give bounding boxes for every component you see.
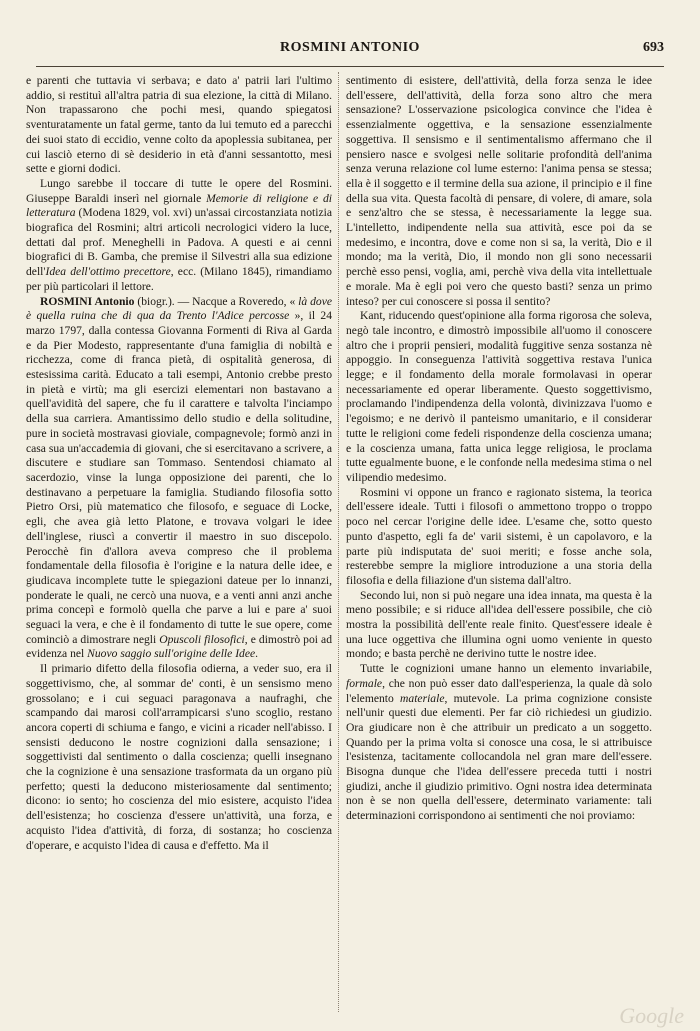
watermark-signature: Google [619, 1003, 684, 1028]
paragraph: Tutte le cognizioni umane hanno un elemento invariabile, formale, che non può esser dato dall'esperienza, la quale dà solo l'elemento materiale, mutevole. La prima cognizione consiste nell'unir questi due elementi. Per far ciò richiedesi un giudizio. Ora giudicare non è che attribuir un predicato a un soggetto. Quando per la prima volta si conosce una cosa, le si attribuisce l'esistenza, tacitamente collocandola nel gran mare dell'essere. Bisogna dunque che l'idea dell'essere preceda tutti i nostri giudizi, anche il giudizio primitivo. Ogni nostra idea determinata non è se non quella dell'essere, determinato variamente: tali determinazioni corrispondono ai sentimenti che noi proviamo: [346, 662, 653, 823]
paragraph: Il primario difetto della filosofia odierna, a veder suo, era il soggettivismo, che, al sommar de' conti, è un sensismo meno grossolano; e i cui seguaci paragonava a naufraghi, che scampando dai marosi coll'arrampicarsi s'uno scoglio, restano ancora coperti di schiuma e fango, e vicini a ricader nell'abisso. I sensisti deducono le nostre cognizioni dalla sensazione; i soggettivisti dal sentimento o dalla coscienza; quelli insegnano che la cognizione è una sensazione trasformata da un organo più perfetto; questi la deducono misteriosamente dal sentimento; dicono: io sento; ho coscienza del mio esistere, acquisto l'idea dell'esistenza; ho coscienza d'essere un'attività, una forza, e acquisto l'idea d'attività, di forza, di sostanza; ho coscienza d'operare, e acquisto l'idea di causa e d'effetto. Ma il [26, 662, 332, 852]
entry-paragraph: ROSMINI Antonio (biogr.). — Nacque a Roveredo, « là dove è quella ruina che di qua da Trento l'Adice percosse », il 24 marzo 1797, dalla contessa Giovanna Formenti di Riva al Garda e da Pier Modesto, rappresentante d'una famiglia di nobiltà e ricchezza, come di franca pietà, di ospitalità generosa, di estesissima carità. Educato a tali esempi, Antonio crebbe presto in pietà e virtù; ma gli esercizi elementari non bastavano a quell'avidità del sapere, che fu il carattere e talvolta l'inciampo della sua carriera. Amantissimo dello studio e della solitudine, pure in società mostravasi gioviale, compagnevole; formò anzi in casa sua un'accademia di giovani, che si esercitavano a scrivere, a discutere e studiare san Tommaso. Sentendosi chiamato al sacerdozio, vinse la lunga opposizione dei parenti, che lo destinavano a perpetuare la famiglia. Studiando filosofia sotto Pietro Orsi, più matematico che filosofo, e seguace di Locke, egli, che avea già letto Platone, e trovava volgari le idee dell'inglese, riuscì a convertir il maestro in suo discepolo. Perocchè fin d'allora aveva compreso che il problema fondamentale della filosofia è l'origine e la natura delle idee, e giudicava incomplete tutte le spiegazioni dateue per lo innanzi, ponderate le quali, ne cercò una nuova, e a venti anni anzi anche prima concepì e formolò quella che parve a lui e pare a' suoi seguaci la vera, e che è il fondamento di tutte le sue opere, come cominciò a dimostrare negli Opuscoli filosofici, e dimostrò poi ad evidenza nel Nuovo saggio sull'origine delle Idee. [26, 294, 333, 661]
paragraph: e parenti che tuttavia vi serbava; e dato a' patrii lari l'ultimo addio, si restituì all'altra patria di sua elezione, la città di Milano. Non trapassarono che pochi mesi, quando spiegatosi sventuratamente un fatal germe, tanto da lui temuto ed a parecchi dei suoi stato di eccidio, venne colto da apoplessia subitanea, per cui lasciò eterno di sè desiderio in età d'anni sessantotto, mesi sette e giorni dodici. [26, 74, 332, 176]
paragraph: sentimento di esistere, dell'attività, della forza senza le idee dell'essere, dell'attività, della forza sono altro che mera sensazione? L'osservazione psicologica convince che l'idea è essenzialmente oggettiva, e la sensazione essenzialmente soggettiva. Il sensismo e il sentimentalismo affermano che il pensiero nasce e svolgesi nelle solitarie profondità dell'anima senza veruna relazione col lume esterno: l'anima pensa se stessa; ella è il soggetto e il termine della sua azione, il principio e il fine della sua vita. Questa facoltà di pensare, di volere, di amare, sola e senz'altro che se stessa, è necessariamente la legge sua. L'intelletto, indipendente nella sua attività, esce poi da se medesimo, e incontra, dove e come non si sa, la verità, Dio e il mondo; ma la verità, Dio, il mondo non gli sono necessarii perchè esso pensi, voglia, ami, perchè viva della vita intellettuale e morale. Ma è egli poi vero che questo basti? senza un primo inteso? per cui conoscere si possa il sentito? [346, 74, 652, 308]
paragraph: Secondo lui, non si può negare una idea innata, ma questa è la meno possibile; e si riduce all'idea dell'essere possibile, che ciò mostra la possibilità dell'ente reale finito. Quest'essere ideale è una luce oggettiva che illumina ogni uomo veniente in questo mondo; e basta perchè ne derivino tutte le nostre idee. [346, 588, 652, 661]
paragraph: Lungo sarebbe il toccare di tutte le opere del Rosmini. Giuseppe Baraldi inserì nel giornale Memorie di religione e di letteratura (Modena 1829, vol. xvi) un'assai circostanziata notizia biografica del Rosmini; altri articoli necrologici videro la luce, dettati dal prof. Meneghelli in Padova. A questi e ai cenni biografici di B. Gamba, che premise il Silvestri alla sua edizione dell'Idea dell'ottimo precettore, ecc. (Milano 1845), rimandiamo per più particolari il lettore. [26, 176, 332, 293]
right-column [346, 74, 652, 824]
left-column [26, 74, 332, 853]
page-header [36, 30, 664, 67]
running-title: ROSMINI ANTONIO [280, 40, 420, 55]
column-divider [338, 72, 339, 1012]
page-number: 693 [643, 40, 664, 55]
entry-headword: ROSMINI Antonio [40, 294, 135, 308]
paragraph: Kant, riducendo quest'opinione alla forma rigorosa che soleva, negò tale incontro, e dimostrò impossibile all'uomo il conoscere altro che i proprii pensieri, modalità fuggitive senza sostanza nè appoggio. In conseguenza l'attività soggettiva restava l'unica legge; e il fondamento della morale formolavasi in operar necessariamente ed operar liberamente. Questo soggettivismo, proclamando l'indipendenza della volontà, divinizzava l'uomo e l'egoismo; e ne derivò il panteismo umanitario, e il considerar tutte le religioni come fedeli rispondenze della coscienza umana; e la coscienza umana, fatta unica legge religiosa, le proclama tutte egualmente buone, e le confonde nella medesima stima o nel vilipendio medesimo. [346, 309, 652, 484]
paragraph: Rosmini vi oppone un franco e ragionato sistema, la teorica dell'essere ideale. Tutti i filosofi o ammettono troppo o troppo poco nel cercar l'origine delle idee. L'esame che, sotto questo punto d'aspetto, egli fa de' varii sistemi, è un capolavoro, e la parte più indisputata de' suoi meriti; e fosse anche sola, resterebbe sempre la migliore introduzione a una storia della filosofia e della filiazione d'un sistema dall'altro. [346, 485, 652, 587]
